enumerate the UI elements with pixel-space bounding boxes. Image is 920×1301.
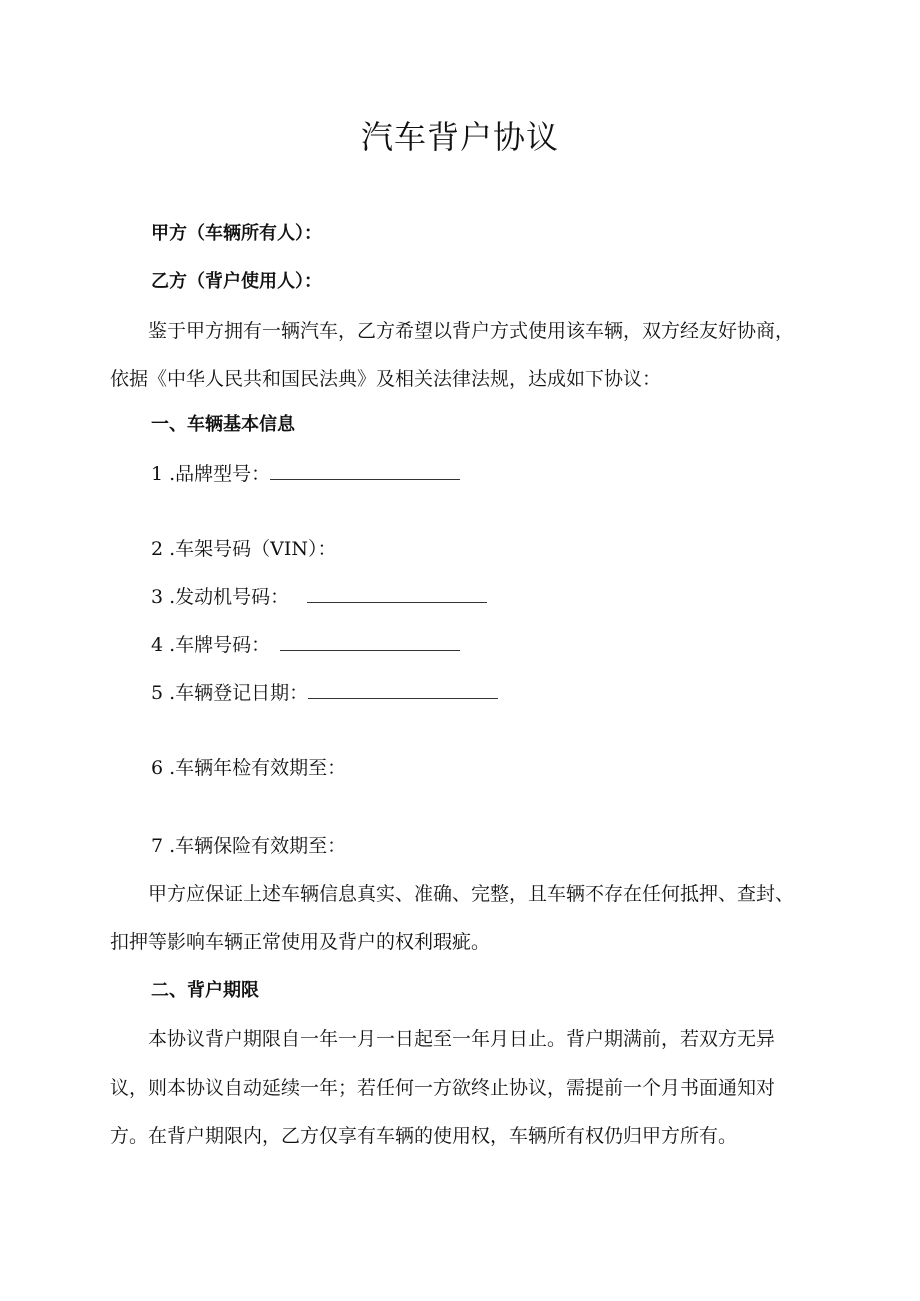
term-line-1: 本协议背户期限自一年一月一日起至一年月日止。背户期满前，若双方无异 (110, 1028, 776, 1050)
item-inspection-valid (151, 754, 346, 782)
party-b-label: 乙方（背户使用人）： (151, 271, 322, 292)
item-plate-number-label: 4 .车牌号码： (151, 634, 271, 656)
guarantee-line-1: 甲方应保证上述车辆信息真实、准确、完整，且车辆不存在任何抵押、查封、 (110, 883, 795, 905)
guarantee-line-2: 扣押等影响车辆正常使用及背户的权利瑕疵。 (110, 931, 491, 953)
party-a-label: 甲方（车辆所有人）： (151, 223, 322, 244)
item-registration-date-label: 5 .车辆登记日期： (151, 682, 309, 704)
item-engine-number-label: 3 .发动机号码： (151, 586, 290, 608)
item-insurance-valid-label: 7 .车辆保险有效期至： (151, 835, 347, 857)
item-brand-model (151, 460, 460, 488)
term-line-2: 议，则本协议自动延续一年；若任何一方欲终止协议，需提前一个月书面通知对 (110, 1077, 776, 1099)
item-engine-number (151, 583, 487, 611)
item-insurance-valid (151, 832, 346, 860)
term-line-3: 方。在背户期限内，乙方仅享有车辆的使用权，车辆所有权仍归甲方所有。 (110, 1125, 738, 1147)
item-plate-number (151, 631, 460, 659)
brand-model-blank (270, 461, 460, 480)
item-vin-label: 2 .车架号码（VIN）： (151, 538, 337, 560)
document-title: 汽车背户协议 (360, 118, 559, 156)
item-registration-date (151, 679, 498, 707)
item-brand-model-label: 1 .品牌型号： (151, 463, 271, 485)
registration-date-blank (308, 680, 498, 699)
engine-number-blank (307, 584, 487, 603)
intro-line-2: 依据《中华人民共和国民法典》及相关法律法规，达成如下协议： (110, 368, 662, 390)
section2-heading: 二、背户期限 (151, 980, 259, 1001)
intro-line-1: 鉴于甲方拥有一辆汽车，乙方希望以背户方式使用该车辆，双方经友好协商， (110, 320, 795, 342)
plate-number-blank (280, 632, 460, 651)
item-vin (151, 535, 337, 563)
item-inspection-valid-label: 6 .车辆年检有效期至： (151, 757, 347, 779)
section1-heading: 一、车辆基本信息 (151, 414, 295, 435)
